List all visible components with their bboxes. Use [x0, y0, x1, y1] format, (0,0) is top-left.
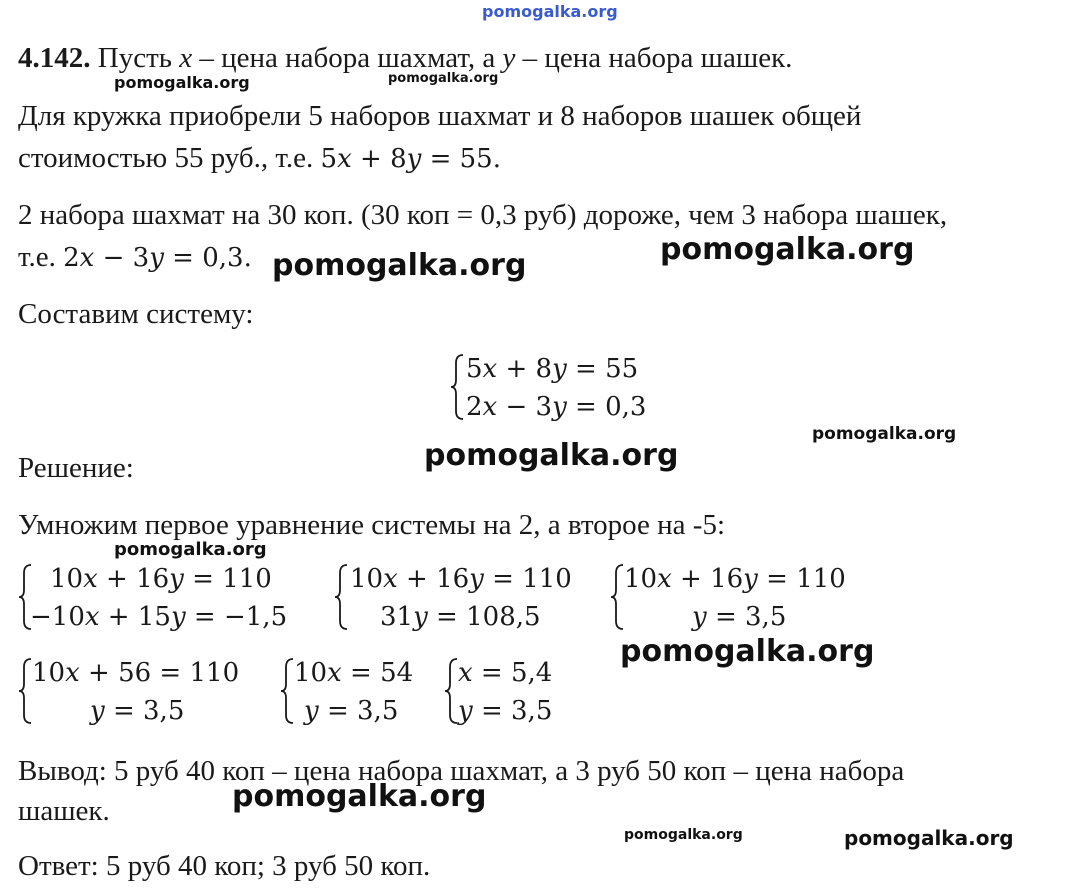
watermark-large[interactable]: pomogalka.org	[272, 248, 527, 283]
paragraph-line	[18, 144, 501, 173]
watermark-top[interactable]: pomogalka.org	[482, 2, 618, 21]
system-row: y = 3,5	[304, 696, 399, 726]
watermark-small[interactable]: pomogalka.org	[114, 539, 267, 560]
paragraph-line	[18, 243, 252, 272]
system-row: 31y = 108,5	[380, 602, 541, 632]
brace	[18, 658, 32, 724]
watermark-large[interactable]: pomogalka.org	[424, 438, 679, 473]
intro-a: Пусть	[90, 42, 180, 74]
system-step-3	[610, 562, 870, 642]
watermark-medium[interactable]: pomogalka.org	[844, 826, 1014, 850]
brace	[610, 564, 624, 630]
system-step-1	[18, 562, 318, 642]
var-x: x	[179, 42, 193, 74]
text-part: т.е.	[18, 241, 64, 273]
text-part: стоимостью 55 руб., т.е.	[18, 142, 321, 174]
system-row: 10x + 16y = 110	[350, 564, 572, 594]
answer-line: Ответ: 5 руб 40 коп; 3 руб 50 коп.	[18, 850, 431, 882]
compose-heading: Составим систему:	[18, 298, 254, 330]
multiply-text: Умножим первое уравнение системы на 2, а второе на -5:	[18, 509, 726, 541]
watermark-large[interactable]: pomogalka.org	[232, 779, 487, 814]
brace	[334, 564, 348, 630]
system-row: y = 3,5	[458, 696, 553, 726]
watermark-large[interactable]: pomogalka.org	[660, 232, 915, 267]
intro-b: – цена набора шахмат, а	[192, 42, 503, 74]
intro-c: – цена набора шашек.	[515, 42, 793, 74]
brace	[280, 658, 294, 724]
conclusion-line: Вывод: 5 руб 40 коп – цена набора шахмат, а 3 руб 50 коп – цена набора	[18, 755, 905, 787]
equation-1: 5x + 8y = 55.	[320, 144, 501, 174]
watermark-large[interactable]: pomogalka.org	[620, 634, 875, 669]
watermark-small[interactable]: pomogalka.org	[812, 424, 957, 444]
watermark-small[interactable]: pomogalka.org	[624, 827, 743, 843]
var-y: y	[502, 42, 516, 74]
system-step-4	[18, 656, 278, 736]
brace	[444, 658, 458, 724]
system-row: 10x + 16y = 110	[624, 564, 846, 594]
brace	[450, 354, 464, 420]
system-row: 2x − 3y = 0,3	[466, 392, 647, 422]
equation-2: 2x − 3y = 0,3.	[63, 243, 252, 273]
system-row: x = 5,4	[458, 658, 553, 688]
system-initial	[450, 352, 680, 432]
system-row: y = 3,5	[90, 696, 185, 726]
system-row: 10x + 16y = 110	[50, 564, 272, 594]
watermark-small[interactable]: pomogalka.org	[114, 73, 250, 92]
system-row: 5x + 8y = 55	[466, 354, 639, 384]
conclusion-line: шашек.	[18, 795, 110, 827]
system-row: y = 3,5	[692, 602, 787, 632]
paragraph-line: 2 набора шахмат на 30 коп. (30 коп = 0,3 руб) дороже, чем 3 набора шашек,	[18, 199, 948, 231]
paragraph-line: Для кружка приобрели 5 наборов шахмат и 8 наборов шашек общей	[18, 100, 862, 132]
system-row: −10x + 15y = −1,5	[30, 602, 288, 632]
watermark-small[interactable]: pomogalka.org	[388, 71, 499, 86]
system-step-2	[334, 562, 594, 642]
system-row: 10x + 56 = 110	[32, 658, 240, 688]
task-statement	[18, 44, 792, 73]
system-step-5	[280, 656, 440, 736]
system-result	[444, 656, 584, 736]
solution-heading: Решение:	[18, 452, 134, 484]
system-row: 10x = 54	[294, 658, 414, 688]
task-number: 4.142.	[18, 42, 91, 74]
